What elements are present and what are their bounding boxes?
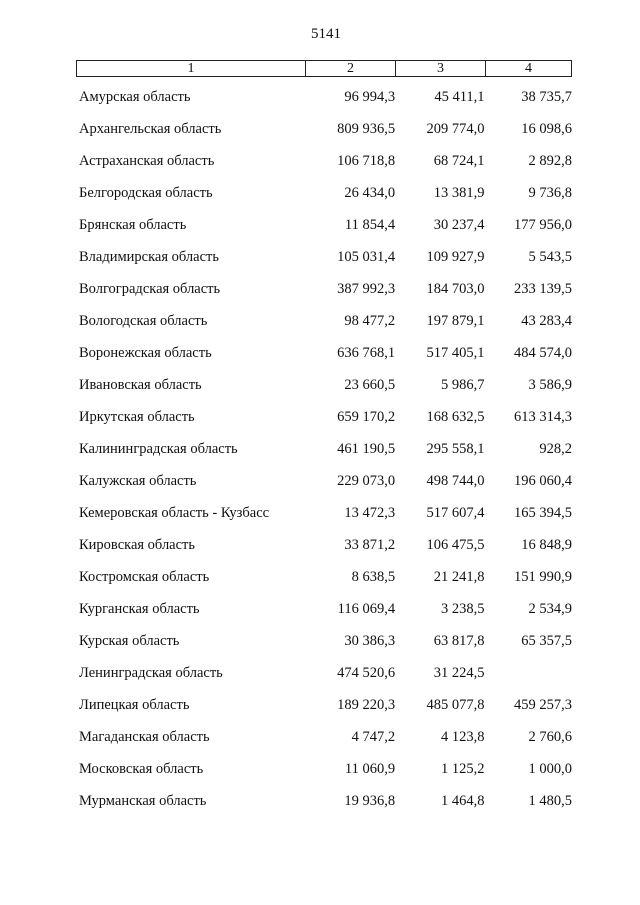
table-row bbox=[76, 689, 572, 721]
value-col-4: 165 394,5 bbox=[514, 504, 572, 521]
table-header bbox=[76, 60, 572, 77]
value-col-2: 106 718,8 bbox=[337, 152, 396, 169]
region-name: Архангельская область bbox=[79, 120, 222, 137]
table-row bbox=[76, 337, 572, 369]
region-name: Липецкая область bbox=[79, 696, 190, 713]
value-col-3: 168 632,5 bbox=[426, 408, 485, 425]
value-col-4: 16 098,6 bbox=[521, 120, 572, 137]
table-row bbox=[76, 369, 572, 401]
value-col-4: 459 257,3 bbox=[514, 696, 572, 713]
table-row bbox=[76, 401, 572, 433]
table-row bbox=[76, 753, 572, 785]
value-col-3: 106 475,5 bbox=[426, 536, 485, 553]
value-col-2: 26 434,0 bbox=[344, 184, 396, 201]
value-col-2: 387 992,3 bbox=[337, 280, 396, 297]
value-col-2: 33 871,2 bbox=[344, 536, 396, 553]
value-col-2: 189 220,3 bbox=[337, 696, 396, 713]
table-row bbox=[76, 241, 572, 273]
value-col-2: 229 073,0 bbox=[337, 472, 396, 489]
value-col-3: 68 724,1 bbox=[433, 152, 485, 169]
region-name: Вологодская область bbox=[79, 312, 208, 329]
value-col-2: 98 477,2 bbox=[344, 312, 396, 329]
value-col-3: 4 123,8 bbox=[441, 728, 485, 745]
region-name: Курганская область bbox=[79, 600, 200, 617]
value-col-4: 5 543,5 bbox=[528, 248, 572, 265]
table-row bbox=[76, 465, 572, 497]
region-name: Брянская область bbox=[79, 216, 187, 233]
value-col-3: 498 744,0 bbox=[426, 472, 485, 489]
table-row bbox=[76, 305, 572, 337]
value-col-3: 197 879,1 bbox=[426, 312, 485, 329]
table-row bbox=[76, 561, 572, 593]
value-col-2: 8 638,5 bbox=[351, 568, 396, 585]
value-col-3: 485 077,8 bbox=[426, 696, 485, 713]
page-number: 5141 bbox=[311, 26, 341, 42]
region-name: Кемеровская область - Кузбасс bbox=[79, 504, 270, 521]
table-row bbox=[76, 113, 572, 145]
value-col-4: 484 574,0 bbox=[514, 344, 572, 361]
value-col-2: 105 031,4 bbox=[337, 248, 396, 265]
region-name: Волгоградская область bbox=[79, 280, 221, 297]
value-col-3: 3 238,5 bbox=[441, 600, 485, 617]
value-col-2: 11 060,9 bbox=[344, 760, 396, 777]
region-name: Курская область bbox=[79, 632, 180, 649]
value-col-2: 23 660,5 bbox=[344, 376, 396, 393]
value-col-3: 63 817,8 bbox=[433, 632, 485, 649]
region-name: Магаданская область bbox=[79, 728, 210, 745]
value-col-2: 116 069,4 bbox=[337, 600, 396, 617]
value-col-4: 613 314,3 bbox=[514, 408, 572, 425]
value-col-4: 2 534,9 bbox=[528, 600, 572, 617]
value-col-3: 5 986,7 bbox=[441, 376, 485, 393]
table-row bbox=[76, 209, 572, 241]
region-name: Калининградская область bbox=[79, 440, 238, 457]
value-col-3: 1 125,2 bbox=[441, 760, 485, 777]
value-col-2: 11 854,4 bbox=[344, 216, 396, 233]
region-name: Воронежская область bbox=[79, 344, 212, 361]
value-col-2: 659 170,2 bbox=[337, 408, 396, 425]
table-row bbox=[76, 433, 572, 465]
region-name: Астраханская область bbox=[79, 152, 215, 169]
value-col-3: 209 774,0 bbox=[426, 120, 485, 137]
column-header-1: 1 bbox=[187, 61, 195, 76]
region-name: Иркутская область bbox=[79, 408, 195, 425]
value-col-2: 19 936,8 bbox=[344, 792, 396, 809]
value-col-4: 65 357,5 bbox=[521, 632, 572, 649]
table-row bbox=[76, 497, 572, 529]
value-col-2: 96 994,3 bbox=[344, 88, 396, 105]
value-col-2: 461 190,5 bbox=[337, 440, 396, 457]
table-row bbox=[76, 273, 572, 305]
table-row bbox=[76, 529, 572, 561]
value-col-2: 30 386,3 bbox=[344, 632, 396, 649]
value-col-4: 177 956,0 bbox=[514, 216, 572, 233]
value-col-3: 21 241,8 bbox=[433, 568, 485, 585]
region-name: Калужская область bbox=[79, 472, 197, 489]
table-row bbox=[76, 785, 572, 817]
value-col-3: 517 405,1 bbox=[426, 344, 485, 361]
value-col-3: 109 927,9 bbox=[426, 248, 485, 265]
value-col-4: 233 139,5 bbox=[514, 280, 572, 297]
value-col-4: 151 990,9 bbox=[514, 568, 572, 585]
region-name: Ленинградская область bbox=[79, 664, 223, 681]
value-col-3: 45 411,1 bbox=[434, 88, 485, 105]
value-col-2: 636 768,1 bbox=[337, 344, 396, 361]
value-col-4: 43 283,4 bbox=[521, 312, 572, 329]
table-row bbox=[76, 145, 572, 177]
region-name: Костромская область bbox=[79, 568, 210, 585]
value-col-4: 2 760,6 bbox=[528, 728, 572, 745]
column-header-3: 3 bbox=[395, 61, 485, 76]
region-name: Владимирская область bbox=[79, 248, 219, 265]
value-col-3: 517 607,4 bbox=[426, 504, 485, 521]
region-name: Белгородская область bbox=[79, 184, 213, 201]
value-col-3: 295 558,1 bbox=[426, 440, 485, 457]
value-col-3: 13 381,9 bbox=[433, 184, 485, 201]
region-name: Кировская область bbox=[79, 536, 196, 553]
table-row bbox=[76, 657, 572, 689]
value-col-4: 1 480,5 bbox=[528, 792, 572, 809]
value-col-4: 3 586,9 bbox=[528, 376, 572, 393]
value-col-2: 474 520,6 bbox=[337, 664, 396, 681]
table-body bbox=[76, 81, 572, 817]
value-col-4: 16 848,9 bbox=[521, 536, 572, 553]
table-row bbox=[76, 625, 572, 657]
table-row bbox=[76, 81, 572, 113]
value-col-4: 2 892,8 bbox=[528, 152, 572, 169]
value-col-3: 184 703,0 bbox=[426, 280, 485, 297]
region-name: Московская область bbox=[79, 760, 204, 777]
value-col-2: 809 936,5 bbox=[337, 120, 396, 137]
value-col-3: 30 237,4 bbox=[433, 216, 485, 233]
value-col-3: 31 224,5 bbox=[433, 664, 485, 681]
value-col-4: 1 000,0 bbox=[528, 760, 572, 777]
table-row bbox=[76, 721, 572, 753]
value-col-4: 38 735,7 bbox=[521, 88, 572, 105]
value-col-2: 4 747,2 bbox=[351, 728, 396, 745]
column-header-2: 2 bbox=[305, 61, 395, 76]
value-col-4: 9 736,8 bbox=[528, 184, 572, 201]
table-row bbox=[76, 177, 572, 209]
region-name: Амурская область bbox=[79, 88, 191, 105]
table-row bbox=[76, 593, 572, 625]
value-col-4: 196 060,4 bbox=[514, 472, 572, 489]
value-col-4: 928,2 bbox=[539, 440, 572, 457]
value-col-2: 13 472,3 bbox=[344, 504, 396, 521]
region-name: Ивановская область bbox=[79, 376, 202, 393]
region-name: Мурманская область bbox=[79, 792, 207, 809]
column-header-4: 4 bbox=[485, 61, 571, 76]
value-col-3: 1 464,8 bbox=[441, 792, 485, 809]
